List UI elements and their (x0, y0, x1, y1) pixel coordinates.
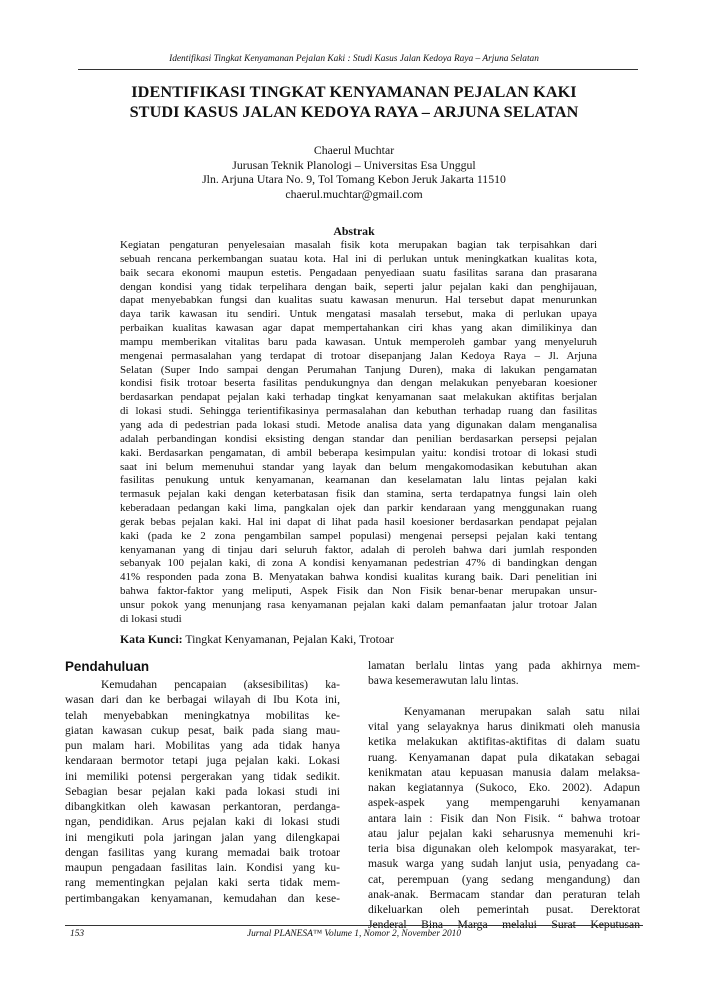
abstract-line: 41% responden pada zona B. Menyatakan bahwa kondisi kualitas kurang baik. Dari penelitian ini (120, 571, 597, 584)
body-line: ini mengikuti pola jaringan jalan yang dilengkapai (65, 830, 340, 844)
body-line: dengan fasilitas yang kurang memadai baik trotoar (65, 845, 340, 859)
body-line: Sebagian besar pejalan kaki pada lokasi studi ini (65, 784, 340, 798)
abstract-line: unsur pokok yang menunjang rasa kenyamanan pejalan kaki dalam pemanfaatan jalur trotoar Jalan (120, 598, 597, 611)
body-line: Jenderal Bina Marga melalui Surat Keputusan (368, 918, 640, 932)
body-line: wasan dari dan ke berbagai wilayah di Ibu Kota ini, (65, 693, 340, 707)
body-line: telah menyebabkan meningkatnya mobilitas ke- (65, 708, 340, 722)
abstract-line: kondisi fisik trotoar beserta fasilitas pendukungnya dan dengan melakukan penyebaran koesioner (120, 377, 597, 390)
abstract-line: bahwa faktor-faktor yang meliputi, Aspek Fisik dan Non Fisik benar-benar merupakan unsur- (120, 585, 597, 598)
author-affiliation: Jurusan Teknik Planologi – Universitas Esa Unggul (232, 157, 476, 172)
title-line-2: STUDI KASUS JALAN KEDOYA RAYA – ARJUNA SELATAN (129, 103, 579, 121)
abstract-line: termasuk pejalan kaki dengan keterbatasan fisik dan stamina, serta terdapatnya fungsi lain oleh (120, 488, 597, 501)
abstract-line: sebuah rencana perkembangan suatau kota. Hal ini di perlukan untuk meningkatkan kualitas kota, (120, 252, 597, 265)
body-line: ngan, pendidikan. Arus pejalan kaki di lokasi studi (65, 815, 340, 829)
body-line: masuk warga yang sudah lanjut usia, penyadang ca- (368, 857, 640, 871)
abstract-line: Selatan (Super Indo sampai dengan Perumahan Tanjung Duren), maka di lakukan pengamatan (120, 363, 597, 376)
body-line: nakan kegiatannya (Sukoco, Eko. 2002). Adapun (368, 781, 640, 794)
abstract-line: sebanyak 100 pejalan kaki, di zona A kondisi kenyamanan pedestrian 47% di bandingkan dengan (120, 557, 597, 570)
abstract-line: Kegiatan pengaturan penyelesaian masalah fisik kota merupakan bagian tak terpisahkan dari (120, 239, 597, 251)
abstract-line: saat ini belum memenuhui standar yang layak dan belum mengakomodasikan kebutuhan akan (120, 460, 597, 473)
author-address: Jln. Arjuna Utara No. 9, Tol Tomang Kebon Jeruk Jakarta 11510 (202, 172, 506, 187)
body-line: cat, perempuan (yang sedang mengandung) dan (368, 872, 640, 886)
header-rule (78, 69, 638, 70)
author-name: Chaerul Muchtar (313, 143, 395, 157)
page-number: 153 (70, 929, 85, 939)
body-line: dikeluarkan oleh pemerintah pusat. Derektorat (368, 903, 640, 916)
body-column-left (65, 658, 340, 906)
abstract-line: dapat menyebabkan fungsi dan kualitas suatu kawasan menurun. Hal tersebut dapat menurunkan (120, 294, 597, 307)
abstract-line: berdasarkan pendapat pejalan kaki terhadap tingkat kenyamanan saat melakukan aktifitas berjalan (120, 391, 597, 404)
abstract-body (120, 239, 597, 627)
body-line: antara lain : Fisik dan Non Fisik. “ bahwa trotoar (368, 811, 640, 825)
body-line: maupun pengadaan fasilitas lain. Kondisi yang ku- (65, 861, 340, 874)
abstract-line: yang ada di pedestrian pada lokasi studi. Metode analisa data yang digunakan dalam menganalisa (120, 418, 597, 431)
section-heading: Pendahuluan (65, 659, 150, 674)
abstract-heading: Abstrak (333, 224, 375, 238)
abstract-line: kaki (pada ke 2 zona pengambilan sampel populasi) mengenai persepsi pejalan kaki tentang (120, 529, 597, 542)
body-line: ruang. Kenyamanan dapat pula dikatakan sebagai (368, 750, 640, 764)
keywords-text: Tingkat Kenyamanan, Pejalan Kaki, Trotoar (182, 632, 394, 646)
body-line: ini memiliki potensi pergerakan yang tidak sedikit. (65, 769, 340, 783)
body-line: vital yang selayaknya harus dinikmati oleh manusia (368, 720, 640, 733)
body-line: pun malam hari. Mobilitas yang ada tidak hanya (65, 739, 340, 752)
body-line: kendaraan bermotor tetapi juga pejalan kaki. Lokasi (65, 754, 340, 768)
abstract-line: daya tarik kawasan itu sendiri. Untuk mengatasi masalah tersebut, maka di perlukan upaya (120, 308, 597, 321)
body-line: bawa kesemerawutan lalu lintas. (368, 674, 519, 688)
abstract-line: kenyamanan yang di tinjau dari seluruh faktor, adalah di peroleh bahwa dari jumlah responden (120, 543, 597, 556)
running-head: Identifikasi Tingkat Kenyamanan Pejalan Kaki : Studi Kasus Jalan Kedoya Raya – Arjuna Selatan (169, 54, 539, 64)
abstract-line: perbaikan kualitas kawasan agar dapat mempertahankan ciri khas yang akan dimilikinya dan (120, 322, 597, 335)
paper-title (60, 82, 648, 122)
abstract-line: di lokasi studi (120, 612, 182, 625)
right-column-text-b (368, 704, 640, 933)
body-line: aspek-aspek yang mempengaruhi kenyamanan (368, 796, 640, 810)
abstract-line: dengan kondisi yang tidak terpelihara dengan baik, seperti jalur pejalan kaki dan penghijauan, (120, 280, 597, 293)
author-email: chaerul.muchtar@gmail.com (285, 186, 423, 201)
body-line: lamatan berlalu lintas yang pada akhirnya mem- (368, 659, 640, 672)
journal-footer: Jurnal PLANESA™ Volume 1, Nomor 2, November 2010 (246, 929, 462, 939)
body-line: Kenyamanan merupakan salah satu nilai (404, 704, 640, 718)
body-line: Kemudahan pencapaian (aksesibilitas) ka- (101, 678, 340, 691)
left-column-text (65, 677, 340, 906)
abstract-line: kaki. Berdasarkan pengamatan, di ambil beberapa kesimpulan yaitu: kondisi trotoar di lokasi studi (120, 446, 597, 459)
body-line: teria bisa digunakan oleh kelompok masyarakat, ter- (368, 842, 640, 855)
body-line: pertimbangakan kenyamanan, kemudahan dan kese- (65, 891, 340, 905)
abstract-line: fasilitas penukung untuk kenyamanan, keamanan dan keselamatan lalu lintas pejalan kaki (120, 474, 597, 487)
body-line: atau jalur pejalan kaki seharusnya memenuhi kri- (368, 826, 640, 840)
body-line: kenikmatan atau kepuasan manusia dalam melaksa- (368, 765, 640, 779)
footer-rule (65, 925, 643, 926)
body-line: giatan kawasan cukup pesat, baik pada siang mau- (65, 723, 340, 737)
paragraph-gap (368, 689, 640, 704)
body-line: anak-anak. Bermacam standar dan peraturan telah (368, 887, 640, 901)
author-block (60, 143, 648, 201)
keywords (120, 632, 597, 646)
title-line-1: IDENTIFIKASI TINGKAT KENYAMANAN PEJALAN KAKI (131, 83, 577, 101)
body-column-right (368, 658, 640, 933)
body-line: dibangkitkan oleh kawasan perkantoran, perdanga- (65, 800, 340, 813)
right-column-text-a (368, 658, 640, 689)
abstract-line: baik secara ekonomi maupun estetis. Pengadaan penyediaan suatu fasilitas sarana dan prasarana (120, 266, 597, 279)
body-line: rang mementingkan pejalan kaki serta tidak mem- (65, 876, 340, 890)
abstract-line: gerak bebas pejalan kaki. Hal ini dapat di lihat pada hasil koesioner berdasarkan pendapat pejalan (120, 515, 597, 528)
abstract-line: mengenai permasalahan yang terdapat di trotoar disepanjang Jalan Kedoya Raya – Jl. Arjuna (120, 349, 597, 362)
body-line: ketika melakukan aktifitas-aktifitas di dalam suatu (368, 735, 640, 749)
keywords-label: Kata Kunci: (120, 632, 183, 646)
abstract-line: di lokasi studi. Sehingga terientifikasinya permasalahan dan kebuthan terhadap ruang dan fasilitas (120, 405, 597, 418)
abstract-line: adalah perbandingan kondisi eksisting dengan standar dan penilian berdasarkan persepsi pejalan (120, 432, 597, 445)
abstract-line: keberadaan pedangan kaki lima, pangkalan ojek dan parkir kendaraan yang menggunakan ruang (120, 502, 597, 515)
abstract-line: mampu memberikan vitalitas baru pada kawasan. Untuk memperoleh gambar yang menyeluruh (120, 335, 597, 348)
